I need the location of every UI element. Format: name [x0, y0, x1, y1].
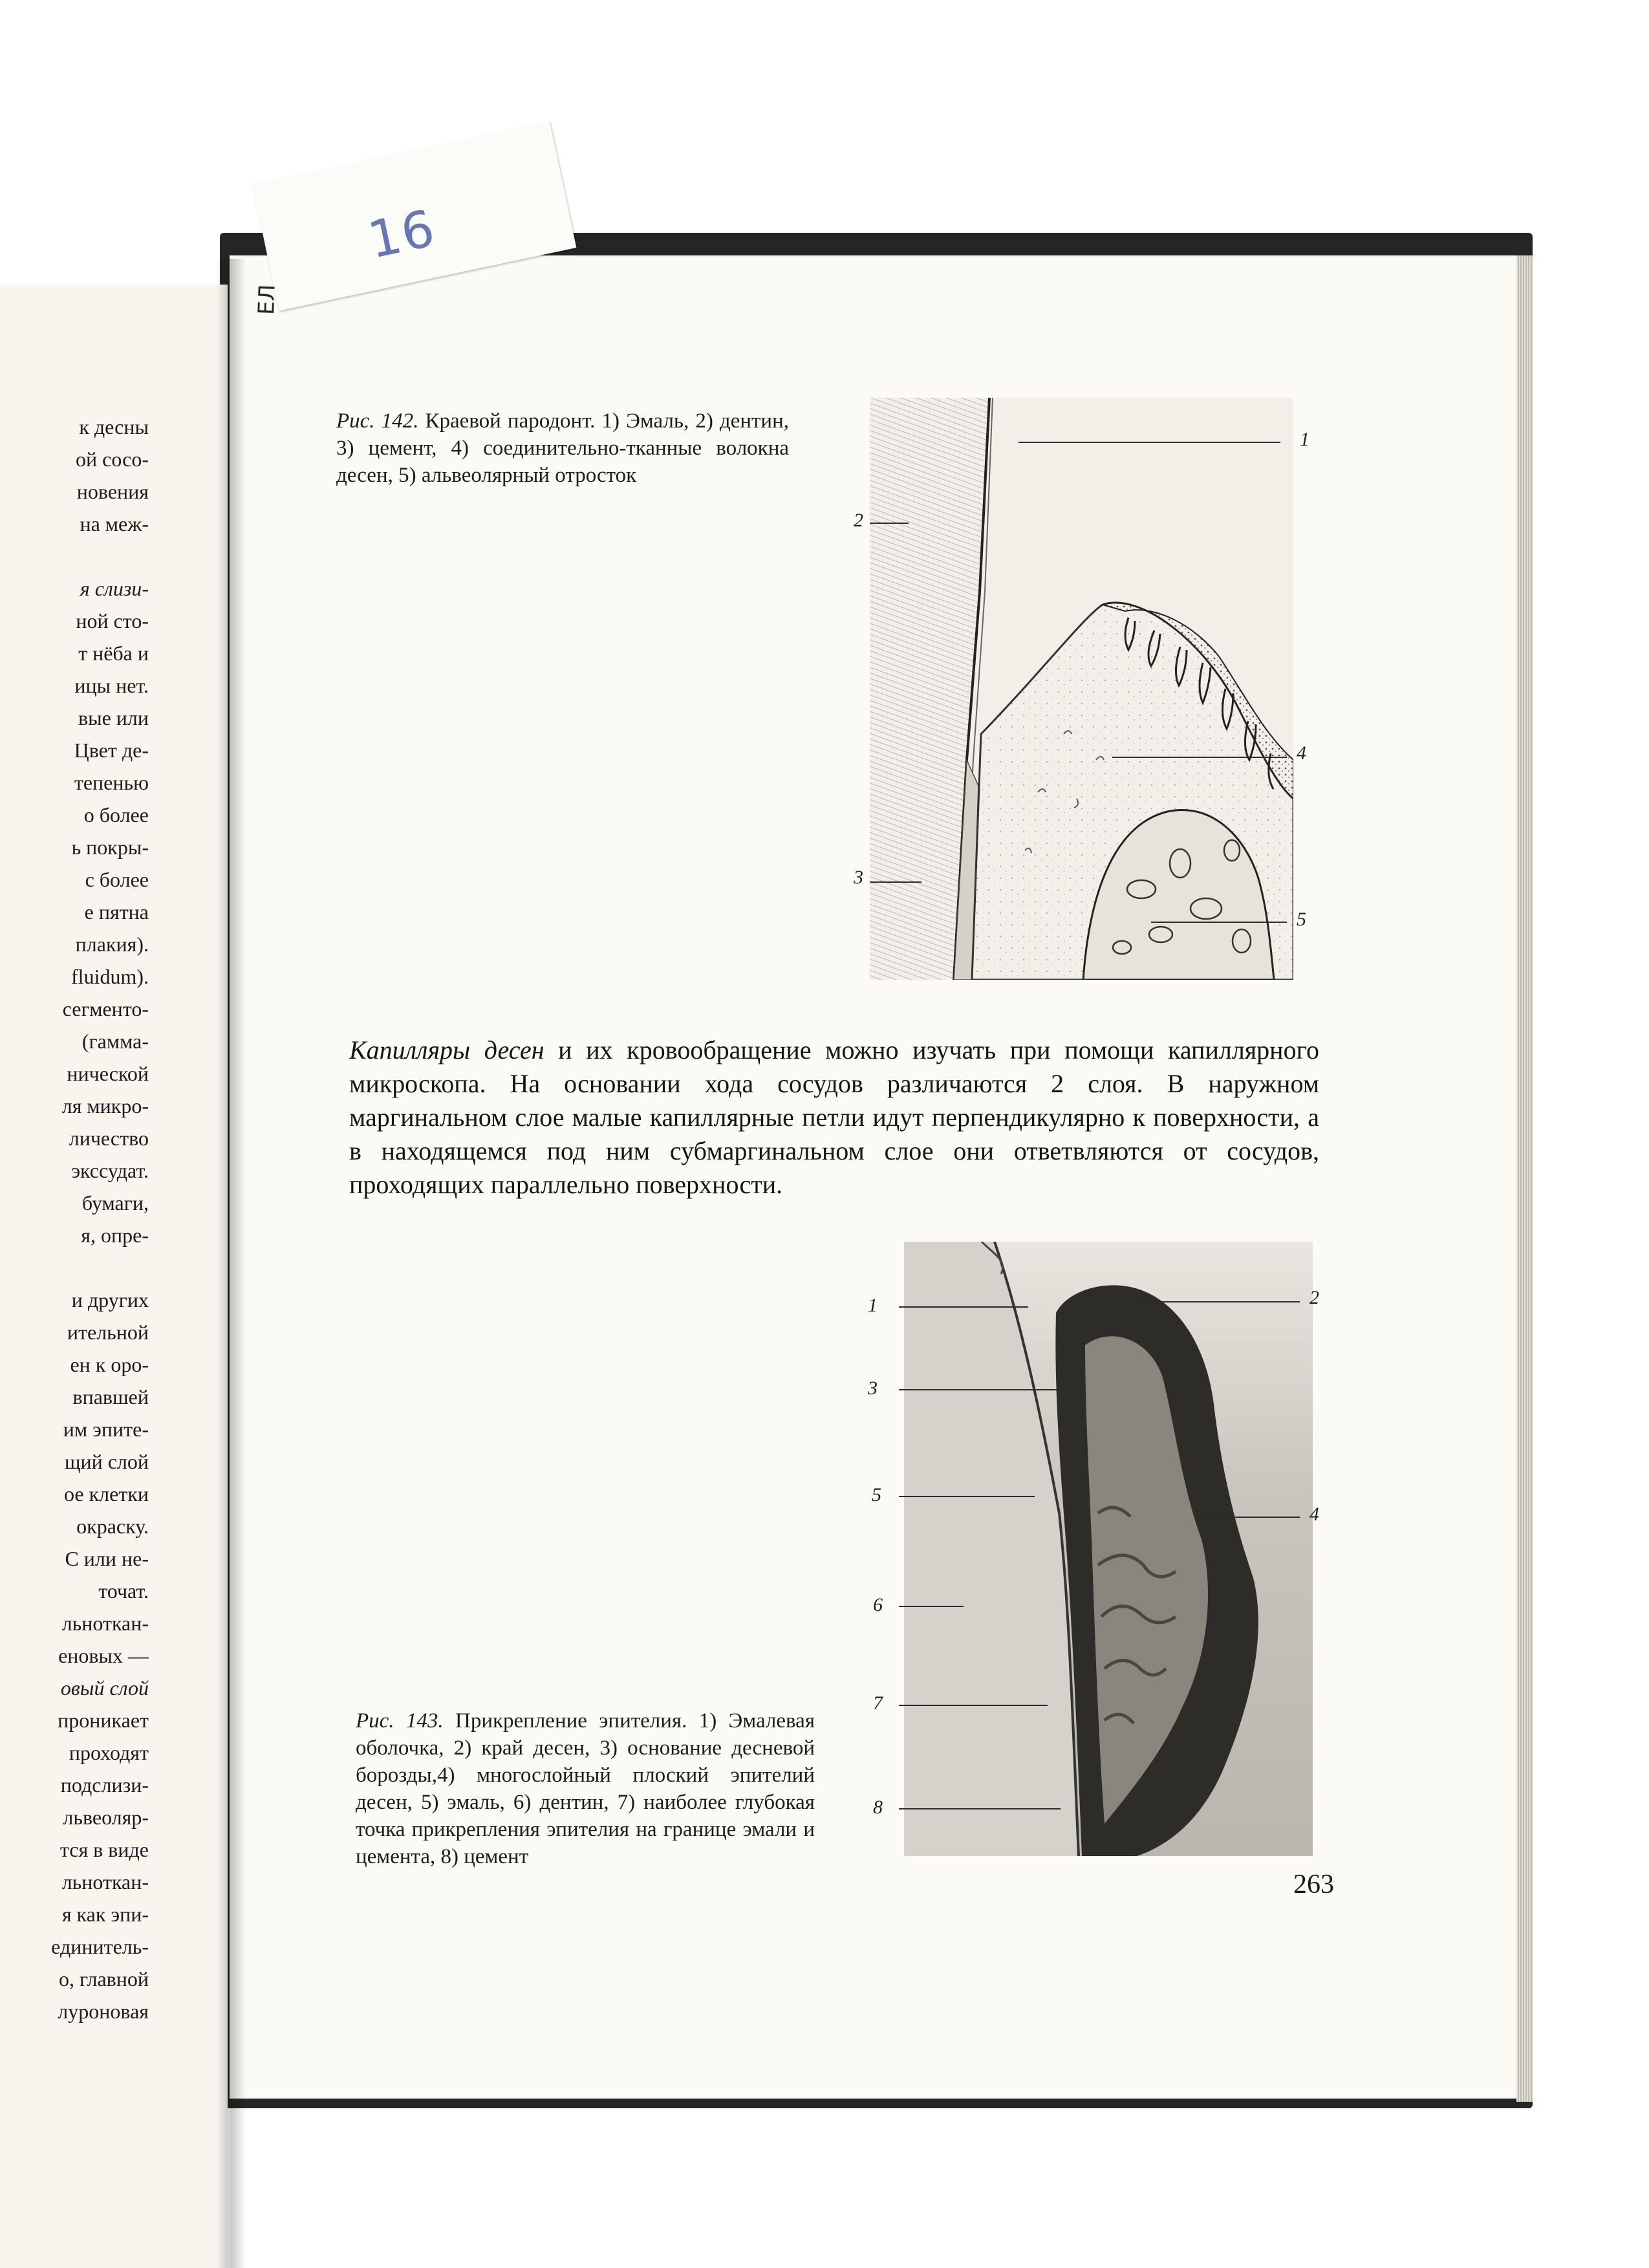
figure-142-caption	[336, 407, 789, 489]
body-text: и их кровообращение можно изучать при помощи капиллярного микроскопа. На основании хода сосудов различаются 2 слоя. В наружном маргинальном слое малые капиллярные петли идут перпендикулярно к поверхности, а в находящемся под ним субмаргинальном слое они ответвляются от сосудов, проходящих параллельно поверхности.	[349, 1035, 1319, 1199]
bookmark-stamp: ЕЛ	[253, 284, 281, 316]
left-page-line: ой сосо-	[76, 448, 149, 471]
figure-142-label-1: 1	[1300, 429, 1310, 450]
left-page-line: льноткан-	[61, 1612, 149, 1635]
left-page-line: впавшей	[72, 1385, 149, 1409]
left-page-line	[0, 540, 149, 572]
left-page-line: им эпите-	[63, 1418, 149, 1441]
left-page-line: я слизи-	[80, 577, 149, 600]
figure-142-leader-2	[870, 523, 909, 524]
left-page-line	[0, 1251, 149, 1284]
figure-143-leader-2	[1138, 1301, 1300, 1302]
figure-142-label: Рис. 142.	[336, 409, 419, 433]
figure-143-label-6: 6	[873, 1594, 883, 1615]
left-page-line: щий слой	[64, 1450, 149, 1473]
figure-142-label-3: 3	[854, 867, 863, 888]
left-page-line: тепенью	[74, 771, 149, 794]
left-page-line: о, главной	[58, 1967, 149, 1991]
left-page-line: новения	[76, 480, 149, 503]
figure-142-label-2: 2	[854, 510, 863, 531]
figure-143-label: Рис. 143.	[356, 1709, 444, 1733]
figure-143-leader-3	[899, 1389, 1061, 1390]
left-page-line: подслизи-	[60, 1773, 149, 1797]
figure-143-label-7: 7	[873, 1692, 883, 1714]
body-lead-term: Капилляры десен	[349, 1035, 544, 1064]
figure-143-leader-7	[899, 1705, 1048, 1706]
figure-143-leader-4	[1203, 1517, 1300, 1518]
left-page-line: точат.	[98, 1579, 149, 1603]
figure-143-leader-6	[899, 1606, 964, 1607]
left-page-line: fluidum).	[71, 965, 149, 988]
left-page-line: проходят	[69, 1741, 149, 1764]
left-page-line: т нёба и	[78, 642, 149, 665]
figure-143-label-5: 5	[872, 1484, 881, 1506]
left-page-line: львеоляр-	[63, 1806, 149, 1829]
left-page-line: ен к оро-	[70, 1353, 149, 1376]
left-page-line: ицы нет.	[74, 674, 149, 697]
figure-143-leader-5	[899, 1496, 1035, 1497]
left-page-line: С или не-	[65, 1547, 149, 1570]
left-page-line: к десны	[79, 415, 149, 438]
left-page-line: единитель-	[51, 1935, 149, 1958]
figure-143-label-3: 3	[868, 1377, 878, 1399]
left-page-line: личество	[69, 1127, 149, 1150]
figure-142-leader-3	[870, 881, 921, 883]
left-page-line: окраску.	[76, 1515, 149, 1538]
epithelial-attachment-micrograph	[904, 1242, 1313, 1856]
left-page-line: и других	[71, 1288, 149, 1312]
left-page-text	[0, 411, 149, 2027]
figure-142-leader-5	[1151, 922, 1287, 923]
left-page-line: о более	[83, 803, 149, 826]
left-page-line: тся в виде	[59, 1838, 149, 1861]
left-page-line: Цвет де-	[74, 739, 149, 762]
left-page-line: еновых —	[58, 1644, 149, 1667]
left-page-line: бумаги,	[81, 1191, 149, 1215]
figure-143-label-8: 8	[873, 1797, 883, 1818]
left-page-line: луроновая	[58, 2000, 149, 2023]
book-gutter	[217, 259, 246, 2268]
left-page-line: ля микро-	[61, 1094, 149, 1118]
left-page-line: (гамма-	[81, 1030, 149, 1053]
left-page-line: е пятна	[84, 900, 149, 923]
figure-143-caption	[356, 1707, 815, 1870]
left-page-line: вые или	[78, 706, 149, 729]
left-page-line: льноткан-	[61, 1870, 149, 1894]
figure-143-leader-1	[899, 1306, 1028, 1308]
body-paragraph	[349, 1033, 1319, 1202]
figure-143-label-2: 2	[1310, 1287, 1319, 1308]
left-page-line: на меж-	[80, 512, 149, 535]
figure-142-caption-text: Краевой пародонт. 1) Эмаль, 2) дентин, 3) цемент, 4) соединительно-тканные волокна десен, 5) альвеолярный отросток	[336, 409, 789, 487]
figure-143-micrograph	[904, 1242, 1313, 1856]
left-page-line: нической	[67, 1062, 149, 1085]
left-page-line: с более	[85, 868, 149, 891]
figure-142-label-4: 4	[1297, 742, 1306, 764]
left-page-line: ое клетки	[64, 1482, 149, 1506]
left-page-line: ь покры-	[71, 836, 149, 859]
marginal-periodontium-drawing	[870, 398, 1293, 980]
left-page-line: овый слой	[60, 1676, 149, 1700]
figure-143-leader-8	[899, 1808, 1061, 1809]
figure-142-leader-1	[1018, 442, 1280, 443]
left-page-line: ной сто-	[76, 609, 149, 632]
left-page-line: я, опре-	[81, 1224, 149, 1247]
pencil-mark: 16	[363, 199, 441, 270]
left-page-line: плакия).	[75, 933, 149, 956]
left-page-line: экссудат.	[71, 1159, 149, 1182]
figure-142-leader-4	[1112, 757, 1287, 758]
figure-143-caption-text: Прикрепление эпителия. 1) Эмалевая оболочка, 2) край десен, 3) основание десневой борозды,4) многослойный плоский эпителий десен, 5) эмаль, 6) дентин, 7) наиболее глубокая точка прикрепления эпителия на границе эмали и цемента, 8) цемент	[356, 1709, 815, 1868]
figure-142-label-5: 5	[1297, 909, 1306, 930]
figure-143-label-4: 4	[1310, 1504, 1319, 1525]
left-page-line: сегменто-	[62, 997, 149, 1021]
page-number: 263	[1293, 1870, 1334, 1899]
left-page-line: ительной	[67, 1321, 149, 1344]
left-page-line: я как эпи-	[61, 1903, 149, 1926]
left-page-line: проникает	[58, 1709, 149, 1732]
figure-142-illustration	[870, 398, 1293, 980]
page-block-edge	[1516, 255, 1533, 2102]
figure-143-label-1: 1	[868, 1295, 878, 1316]
